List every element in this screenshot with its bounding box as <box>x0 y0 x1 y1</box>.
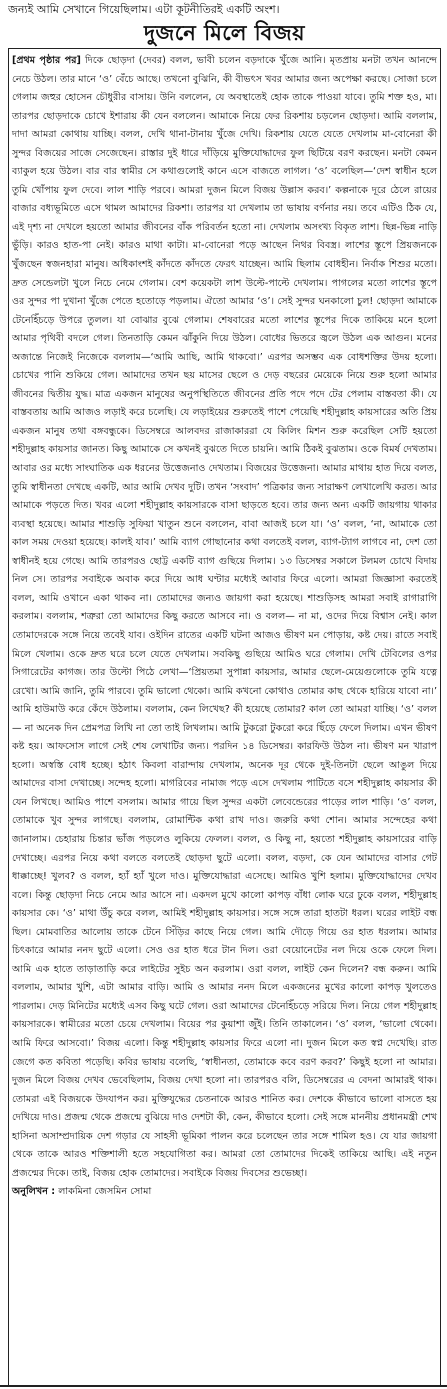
article-body <box>12 52 437 1183</box>
bottom-divider <box>0 1385 447 1387</box>
previous-article-line: জন্যই আমি সেখানে গিয়েছিলাম। এটা কূটনীতিরই একটি অংশ। <box>8 3 280 16</box>
continued-from-label: [প্রথম পৃষ্ঠার পর] <box>12 55 81 66</box>
article-box <box>8 48 441 1386</box>
headline: দুজনে মিলে বিজয় <box>143 20 306 45</box>
byline <box>12 1183 437 1201</box>
byline-label: অনুলিখন : <box>12 1186 56 1198</box>
article-text: দিকে ছোড়দা (দেবর) বলল, ভাবী চলেন বড়দাকে খুঁজে আনি। মৃতপ্রায় মনটা তখন আনন্দে নেচে উঠল। তার মানে ‘ও’ বেঁচে আছে। তখনো বুঝিনি, কী বীভৎস খবর আমার জন্য অপেক্ষা করছে। সোজা চলে গেলাম জহুর হোসেন চৌধুরীর বাসায়। উনি বললেন, যে অবস্থাতেই হোক তাকে পাওয়া যাবে। তুমি শক্ত হও, মা। তারপর ছোড়দাকে চোখে ইশারায় কী যেন বললেন। আমাকে নিয়ে ফের রিকশায় চড়লেন ছোড়দা। আমি বললাম, দাদা আমরা কোথায় যাচ্ছি। বলল, দেখি থানা-টানায় খুঁজে দেখি। রিকশায় যেতে যেতে দেখলাম মা-বোনেরা কী সুন্দর বিজয়ের সাজে সেজেছেন। রাস্তার দুই ধারে দাঁড়িয়ে মুক্তিযোদ্ধাদের ফুল ছিটিয়ে বরণ করছেন। মনটা কেমন ব্যাকুল হয়ে উঠল। বার বার স্বামীর সে কথাগুলোই কানে এসে বাজতে লাগল। ‘ও’ বলেছিল—‘দেশ স্বাধীন হলে তুমি খোঁপায় ফুল দেবে। লাল শাড়ি পরবে। আমরা দুজন মিলে বিজয় উল্লাস করব।’ কল্পনাকে দূরে ঠেলে রায়ের বাজার বধ্যভূমিতে এসে থামল আমাদের রিকশা। তারপর যা দেখলাম তা ভাষায় বর্ণনার নয়। তবে এটিও ঠিক যে, এই দৃশ্য না দেখলে হয়তো আমার জীবনের বাঁক পরিবর্তন হতো না। দেখলাম অসংখ্য বিকৃত লাশ। ছিন্ন-ভিন্ন নাড়ি ভুঁড়ি। কারও হাত-পা নেই। কারও মাথা কাটা। মা-বোনেরা পড়ে আছেন নিথর বিবস্ত্র। লাশের স্তূপে প্রিয়জনকে খুঁজছেন স্বজনহারা মানুষ। অধিকাংশই কাঁদতে কাঁদতে ফেরৎ যাচ্ছেন। আমি ছিলাম বোধহীন। নির্বাক শিশুর মতো। দ্রুত সেন্ডেলটা খুলে নিচে নেমে গেলাম। বেশ কয়েকটা লাশ উল্টে-পাল্টে দেখলাম। পাগলের মতো লাশের স্তূপে ওর সুন্দর পা দুখানা খুঁজে পেতে হতোড়ে পড়লাম। ঐতো আমার ‘ও’। সেই সুন্দর ঘনকালো চুল! ছোড়দা আমাকে টেনেহিঁচড়ে উপরে তুলল। যা বোঝার বুঝে গেলাম। শেষবারের মতো লাশের স্তূপের দিকে তাকিয়ে মনে হলো আমার পৃথিবী বদলে গেল। তিনতাড়ি কেমন ঝাঁকুনি দিয়ে উঠল। বোধের ভিতরে জ্বলে উঠল এক আগুন। মনের অজান্তে নিজেই নিজেকে বললাম—‘আমি আছি, আমি থাকবো।’ এরপর অসম্ভব এক বোধশক্তির উদয় হলো। চোখের পানি শুকিয়ে গেল। আমাদের তখন ছয় মাসের ছেলে ও দেড় বছরের মেয়েকে নিয়ে শুরু হলো আমার জীবনের দ্বিতীয় যুদ্ধ। মাত্র একজন মানুষের অনুপস্থিতিতে জীবনের প্রতি পদে পদে টের পেলাম বাস্তবতা কী। যে বাস্তবতায় আমি আজও লড়াই করে চলেছি। যে লড়াইয়ের শুরুতেই পাশে পেয়েছি শহীদুল্লাহ কায়সারের অতি প্রিয় একজন মানুষ তথা বঙ্গবন্ধুকে। ডিসেম্বরে আলবদর রাজাকাররা যে কিলিং মিশন শুরু করেছিল সেটি হয়তো শহীদুল্লাহ কায়সার জানত। কিছু আমাকে সে কখনই বুঝতে দিতে চায়নি। আমি ঠিকই বুঝতাম। ওকে বিমর্ষ দেখতাম। আবার ওর মধ্যে সাংঘাতিক এক ধরনের উত্তেজনাও দেখতাম। বিজয়ের উত্তেজনা। আমার মাথায় হাত দিয়ে বলত, তুমি স্বাধীনতা দেখছে একটি, আর আমি দেখব দুটি। তখন ‘সংবাদ’ পত্রিকার জন্য সারাক্ষণ লেখালেখি করত। আর আমাকে পড়তে দিত। খবর এলো শহীদুল্লাহ কায়সারকে বাসা ছাড়তে হবে। তার জন্য অন্য একটি জায়গায় থাকার ব্যবস্থা হয়েছে। আমার শাশুড়ি সুফিয়া খাতুন শুনে বললেন, বাবা আজই চলে যা। ‘ও’ বলল, ‘না, আমাকে তো কাল সময় দেওয়া হয়েছে। কালই যাব।’ আমি ব্যাগ গোছানোর কথা বলতেই বলল, ব্যাগ-ট্যাগ লাগবে না, দেশ তো স্বাধীনই হয়ে গেছে। আমি তারপরও ছোট্ট একটি ব্যাগ গুছিয়ে দিলাম। ১৩ ডিসেম্বর সকালে টলমল চোখে বিদায় নিল সে। তারপর সবাইকে অবাক করে দিয়ে আধ ঘণ্টার মধ্যেই আবার ফিরে এলো। আমরা জিজ্ঞাসা করতেই বলল, আমি ওখানে একা থাকব না। তোমাদের জন্যও জায়গা করা হয়েছে। শাশুড়িসহ আমরা সবাই রাগারাগি করলাম। বললাম, শত্রুরা তো আমাদের কিছু করতে আসবে না। ও বলল— না মা, ওদের দিয়ে বিশ্বাস নেই। কাল তোমাদেরকে সঙ্গে নিয়ে তবেই যাব। ওইদিন রাতের একটি ঘটনা আজও ভীষণ মন পোড়ায়, কষ্ট দেয়। রাতে সবাই মিলে খেলাম। ওকে দ্রুত ঘরে চলে যেতে দেখলাম। সবকিছু গুছিয়ে আমিও ঘরে গেলাম। দেখি টেবিলের ওপর সিগারেটের কাগজ। তার উল্টো পিঠে লেখা—‘প্রিয়তমা সুপান্না কায়সার, আমার ছেলে-মেয়েগুলোকে তুমি যত্নে রেখো। আমি জানি, তুমি পারবে। তুমি ভালো থেকো। আমি কখনো কোথাও তোমার কাছ থেকে হারিয়ে যাবো না।’ আমি হাউমাউ করে কেঁদে উঠলাম। বললাম, কেন লিখেছ? কী হয়েছে তোমার? কাল তো আমরা যাচ্ছি। ‘ও’ বলল— না অনেক দিন প্রেমপত্র লিখি না তো তাই লিখলাম। আমি টুকরো টুকরো করে ছিঁড়ে ফেলে দিলাম। এখন ভীষণ কষ্ট হয়। আফসোস লাগে সেই শেষ লেখাটির জন্য। পরদিন ১৪ ডিসেম্বর। কারফিউ উঠল না। ভীষণ মন খারাপ হলো। অস্বস্তি বোধ হচ্ছে। হঠাৎ কিবলা বারান্দায় দেখলাম, অনেক দূর থেকে দুই-তিনটা ছেলে আঙুল দিয়ে আমাদের বাসা দেখাচ্ছে। সন্দেহ হলো। মাগরিবের নামাজ পড়ে এসে দেখলাম পাটিতে বসে শহীদুল্লাহ কায়সার কী যেন লিখছে। আমিও পাশে বসলাম। আমার গায়ে ছিল সুন্দর একটা লেবেন্ডেরের পাড়ের লাল শাড়ি। ‘ও’ বলল, তোমাকে খুব সুন্দর লাগছে। বললাম, রোমান্টিক কথা রাখ দাও। জরুরি কথা শোন। আমার সন্দেহের কথা জানালাম। চেহারায় চিন্তার ভাঁজ পড়লেও লুকিয়ে ফেলল। বলল, ও কিছু না, হয়তো শহীদুল্লাহ কায়সারের বাড়ি দেখাচ্ছে। এরপর নিয়ে কথা বলতে বলতেই ছোড়দা ছুটে এলো। বলল, বড়দা, কে যেন আমাদের বাসার গেট ধাক্কাচ্ছে! খুলব? ও বলল, হ্যাঁ হ্যাঁ খুলে দাও। মুক্তিযোদ্ধারা এসেছে। আমিও খুশি হলাম। মুক্তিযোদ্ধাদের দেখব বলে। কিন্তু ছোড়দা নিচে নেমে আর আসে না। একদল মুখে কালো কাপড় বাঁধা লোক ঘরে ঢুকে বলল, শহীদুল্লাহ কায়সার কে। ‘ও’ মাথা উঁচু করে বলল, আমিই শহীদুল্লাহ কায়সার। সঙ্গে সঙ্গে তারা হাতটা ধরল। ঘরের লাইট বন্ধ ছিল। মোমবাতির আলোয় তাকে টেনে সিঁড়ির কাছে নিয়ে গেল। আমি দৌড়ে গিয়ে ওর হাত ধরলাম। আমার চিৎকারে আমার ননদ ছুটে এলো। সেও ওর হাত ধরে টান দিল। ওরা বেয়োনেটের নল দিয়ে ওকে ফেলে দিল। আমি এক হাতে তাড়াতাড়ি করে লাইটের সুইচ অন করলাম। ওরা বলল, লাইট কেন দিলেন? বন্ধ করুন। আমি বললাম, আমার খুশি, এটা আমার বাড়ি। আমি ও আমার ননদ মিলে একজনের মুখের কালো কাপড় খুলতেও পারলাম। দেড় মিনিটের মধ্যেই এসব কিছু ঘটে গেল। ওরা আমাদের টেনেহিঁচড়ে সরিয়ে দিল। নিয়ে গেল শহীদুল্লাহ কায়সারকে। স্বামীরের মতো চেয়ে দেখলাম। বিয়ের পর কুয়াশা জুঁই। তিনি তাকালেন। ‘ও’ বলল, ‘ভালো থেকো। আমি ফিরে আসবো।’ বিজয় এলো। কিন্তু শহীদুল্লাহ কায়সার ফিরে এলো না। দুজন মিলে কত স্বপ্ন দেখেছি। রাত জেগে কত কবিতা পড়েছি। কবির ভাষায় বলেছি, ‘স্বাধীনতা, তোমাকে কবে বরণ করব?’ কিছুই হলো না আমার। দুজন মিলে বিজয় দেখব ভেবেছিলাম, বিজয় দেখা হলো না। তারপরও বলি, ডিসেম্বরের এ বেদনা আমারই থাক। তোমরা এই বিজয়কে উদযাপন কর। মুক্তিযুদ্ধের চেতনাকে আরও শানিত কর। দেশকে কীভাবে ভালো বাসতে হয় দেখিয়ে দাও। প্রজন্ম থেকে প্রজন্মে বুঝিয়ে দাও দেশটা কী, কেন, কীভাবে হলো। সেই সঙ্গে মাননীয় প্রধানমন্ত্রী শেখ হাসিনা অসাম্প্রদায়িক দেশ গড়ার যে সাহসী ভূমিকা পালন করে চলেছেন তার সঙ্গে শামিল হও। যে যার জায়গা থেকে তাকে আরও শক্তিশালী হতে সহযোগিতা কর। আমরা তো তোমাদের দিকেই তাকিয়ে আছি। এই নতুন প্রজন্মের দিকে। তাই, বিজয় হোক তোমাদের। সবাইকে বিজয় দিবসের শুভেচ্ছা। <box>12 55 437 1179</box>
byline-name: লাকমিনা জেসমিন সোমা <box>58 1186 152 1198</box>
